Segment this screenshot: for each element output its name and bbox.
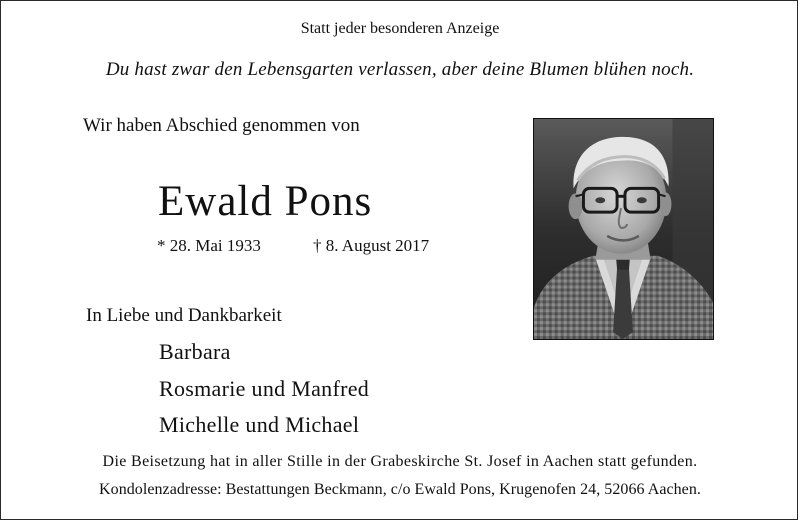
family-member: Barbara bbox=[159, 339, 231, 364]
deceased-name: Ewald Pons bbox=[158, 178, 373, 225]
motto-text: Du hast zwar den Lebensgarten verlassen, aber deine Blumen blühen noch. bbox=[105, 59, 695, 80]
portrait-illustration bbox=[534, 119, 713, 339]
burial-text: Die Beisetzung hat in aller Stille in der Grabeskirche St. Josef in Aachen statt gefunden. bbox=[102, 453, 698, 470]
gratitude-text: In Liebe und Dankbarkeit bbox=[86, 305, 282, 326]
farewell-text: Wir haben Abschied genommen von bbox=[83, 115, 360, 136]
family-member: Rosmarie und Manfred bbox=[159, 376, 370, 401]
death-date: † 8. August 2017 bbox=[313, 236, 430, 255]
intro-text: Statt jeder besonderen Anzeige bbox=[300, 20, 500, 37]
birth-date: * 28. Mai 1933 bbox=[157, 236, 261, 255]
portrait-photo bbox=[533, 118, 714, 340]
condolence-address: Kondolenzadresse: Bestattungen Beckmann, c/o Ewald Pons, Krugenofen 24, 52066 Aachen. bbox=[99, 481, 701, 498]
family-member: Michelle und Michael bbox=[159, 412, 360, 437]
